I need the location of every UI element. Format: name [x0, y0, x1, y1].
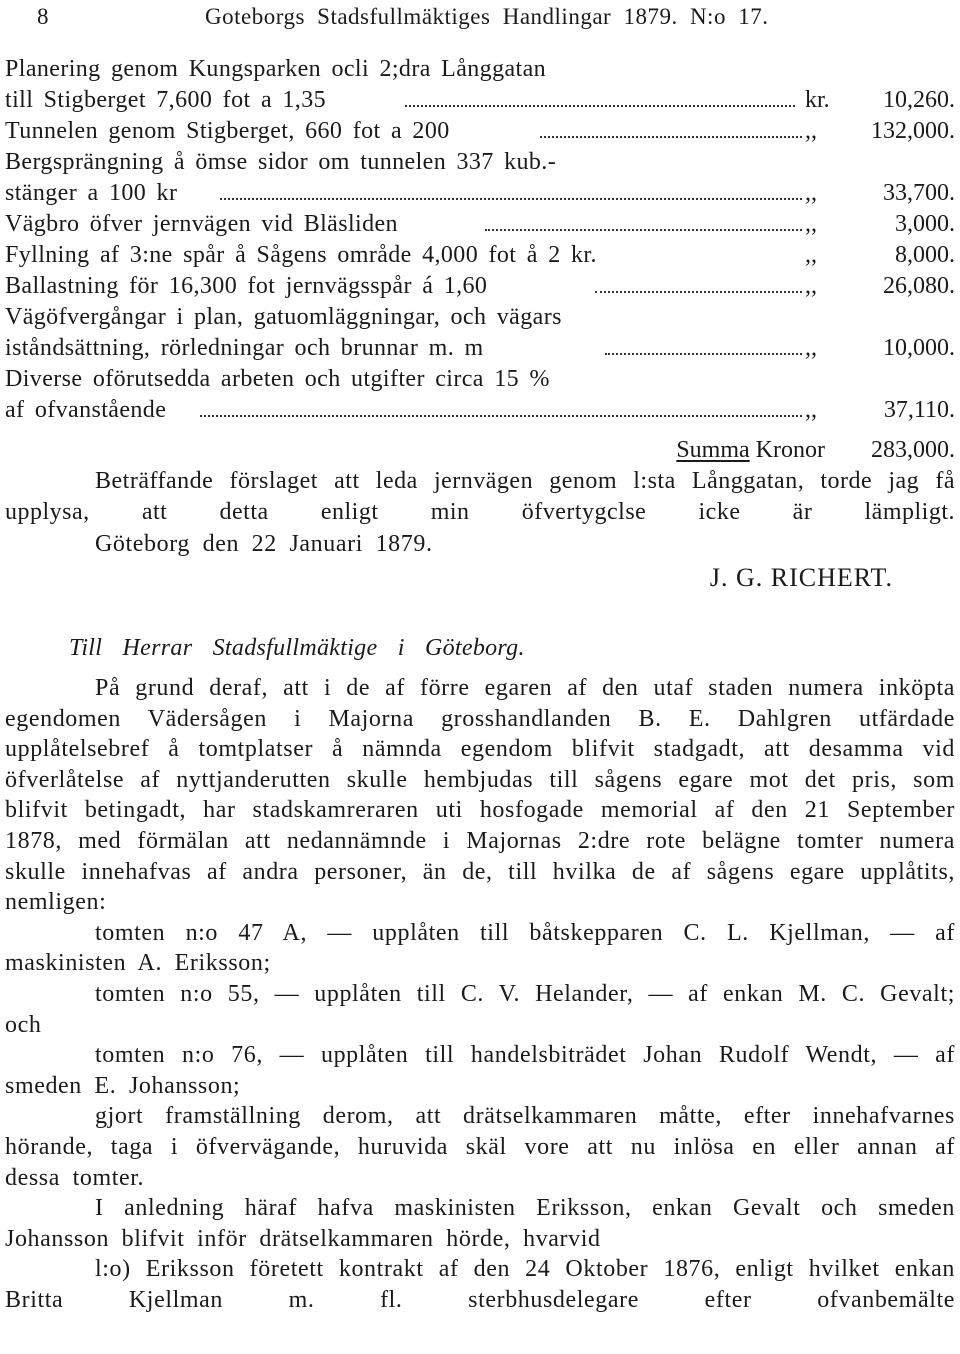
ledger-item-amount: 132,000.: [871, 118, 955, 144]
ledger-item-unit: kr.: [805, 87, 830, 113]
paragraph: l:o) Eriksson företett kontrakt af den 24 Oktober 1876, enligt hvilket enkan Britta Kjellman m. fl. sterbhusdelegare efter ofvanbemälte: [5, 1256, 955, 1313]
ledger-item-description: Vägöfvergångar i plan, gatuomläggningar, och vägars: [5, 304, 565, 330]
ledger-item-line: [5, 116, 955, 147]
ledger-item-line: [5, 147, 955, 178]
ledger-item-description: Planering genom Kungsparken ocli 2;dra Långgatan: [5, 56, 549, 82]
ledger-total-row: [5, 435, 955, 466]
ledger-item-line: [5, 54, 955, 85]
cost-ledger: [5, 54, 955, 466]
paragraph: I anledning häraf hafva maskinisten Eriksson, enkan Gevalt och smeden Johansson blifvit inför drätselkammaren hörde, hvarvid: [5, 1195, 955, 1252]
ditto-mark: ,,: [805, 211, 817, 237]
ledger-item-line: [5, 364, 955, 395]
ledger-item-line: [5, 333, 955, 364]
ditto-mark: ,,: [805, 242, 817, 268]
ledger-item-description: Vägbro öfver jernvägen vid Bläsliden: [5, 211, 401, 237]
ledger-item-description: af ofvanstående: [5, 397, 169, 423]
ledger-item-line: [5, 302, 955, 333]
ditto-mark: ,,: [805, 397, 817, 423]
ledger-item-amount: 37,110.: [883, 397, 955, 423]
ledger-item-amount: 8,000.: [895, 242, 955, 268]
paragraph: tomten n:o 76, — upplåten till handelsbiträdet Johan Rudolf Wendt, — af smeden E. Johansson;: [5, 1042, 955, 1099]
dateline: Göteborg den 22 Januari 1879.: [95, 531, 433, 557]
ledger-item-description: Fyllning af 3:ne spår å Sågens område 4,000 fot å 2 kr.: [5, 242, 600, 268]
paragraph: På grund deraf, att i de af förre egaren af den utaf staden numera inköpta egendomen Vädersågen i Majorna grosshandlanden B. E. Dahlgren utfärdade upplåtelsebref å tomtplatser å nämnda egendom blifvit stadgadt, att desamma vid öfverlåtelse af nyttjanderutten skulle hembjudas till sågens egare mot det pris, som blifvit betingadt, har stadskamreraren uti hosfogade memorial af den 21 September 1878, med förmälan att nedannämnde i Majornas 2:dre rote belägne tomter numera skulle innehafvas af andra personer, än de, till hvilka de af sågens egare upplåtits, nemligen:: [5, 675, 955, 916]
paragraph: tomten n:o 47 A, — upplåten till båtskepparen C. L. Kjellman, — af maskinisten A. Eriksson;: [5, 919, 955, 977]
ledger-item-amount: 10,000.: [883, 335, 955, 361]
ledger-item-description: Bergsprängning å ömse sidor om tunnelen 337 kub.-: [5, 149, 559, 175]
ledger-item-line: [5, 85, 955, 116]
address-line: Till Herrar Stadsfullmäktige i Göteborg.: [69, 635, 525, 661]
ledger-item-description: Diverse oförutsedda arbeten och utgifter circa 15 %: [5, 366, 553, 392]
ledger-item-amount: 33,700.: [883, 180, 955, 206]
ditto-mark: ,,: [805, 180, 817, 206]
ledger-item-description: stänger a 100 kr: [5, 180, 180, 206]
ledger-item-line: [5, 240, 955, 271]
signature: J. G. RICHERT.: [709, 563, 893, 592]
body-text: [5, 673, 955, 1315]
total-label: Summa: [676, 437, 750, 463]
ditto-mark: ,,: [805, 273, 817, 299]
ledger-item-description: till Stigberget 7,600 fot a 1,35: [5, 87, 329, 113]
ledger-item-line: [5, 395, 955, 426]
ledger-item-line: [5, 178, 955, 209]
ledger-item-description: iståndsättning, rörledningar och brunnar m. m: [5, 335, 487, 361]
paragraph: gjort framställning derom, att drätselkammaren måtte, efter innehafvarnes hörande, taga i öfvervägande, huruvida skäl vore att nu inlösa en eller annan af dessa tomter.: [5, 1103, 955, 1191]
ditto-mark: ,,: [805, 118, 817, 144]
ledger-item-line: [5, 209, 955, 240]
total-amount: 283,000.: [871, 437, 955, 463]
ledger-item-description: Tunnelen genom Stigberget, 660 fot a 200: [5, 118, 453, 144]
ledger-item-amount: 3,000.: [895, 211, 955, 237]
ledger-item-amount: 26,080.: [883, 273, 955, 299]
statement-paragraph: Beträffande förslaget att leda jernvägen genom l:sta Långgatan, torde jag få upplysa, att detta enligt min öfvertygclse icke är lämpligt.: [5, 468, 955, 525]
page-number: 8: [37, 4, 49, 29]
running-header: [5, 2, 955, 32]
ledger-item-description: Ballastning för 16,300 fot jernvägsspår á 1,60: [5, 273, 490, 299]
ledger-item-amount: 10,260.: [883, 87, 955, 113]
total-currency: Kronor: [755, 437, 825, 463]
paragraph: tomten n:o 55, — upplåten till C. V. Helander, — af enkan M. C. Gevalt; och: [5, 980, 955, 1038]
journal-title: Goteborgs Stadsfullmäktiges Handlingar 1879. N:o 17.: [205, 4, 769, 29]
ditto-mark: ,,: [805, 335, 817, 361]
ledger-item-line: [5, 271, 955, 302]
